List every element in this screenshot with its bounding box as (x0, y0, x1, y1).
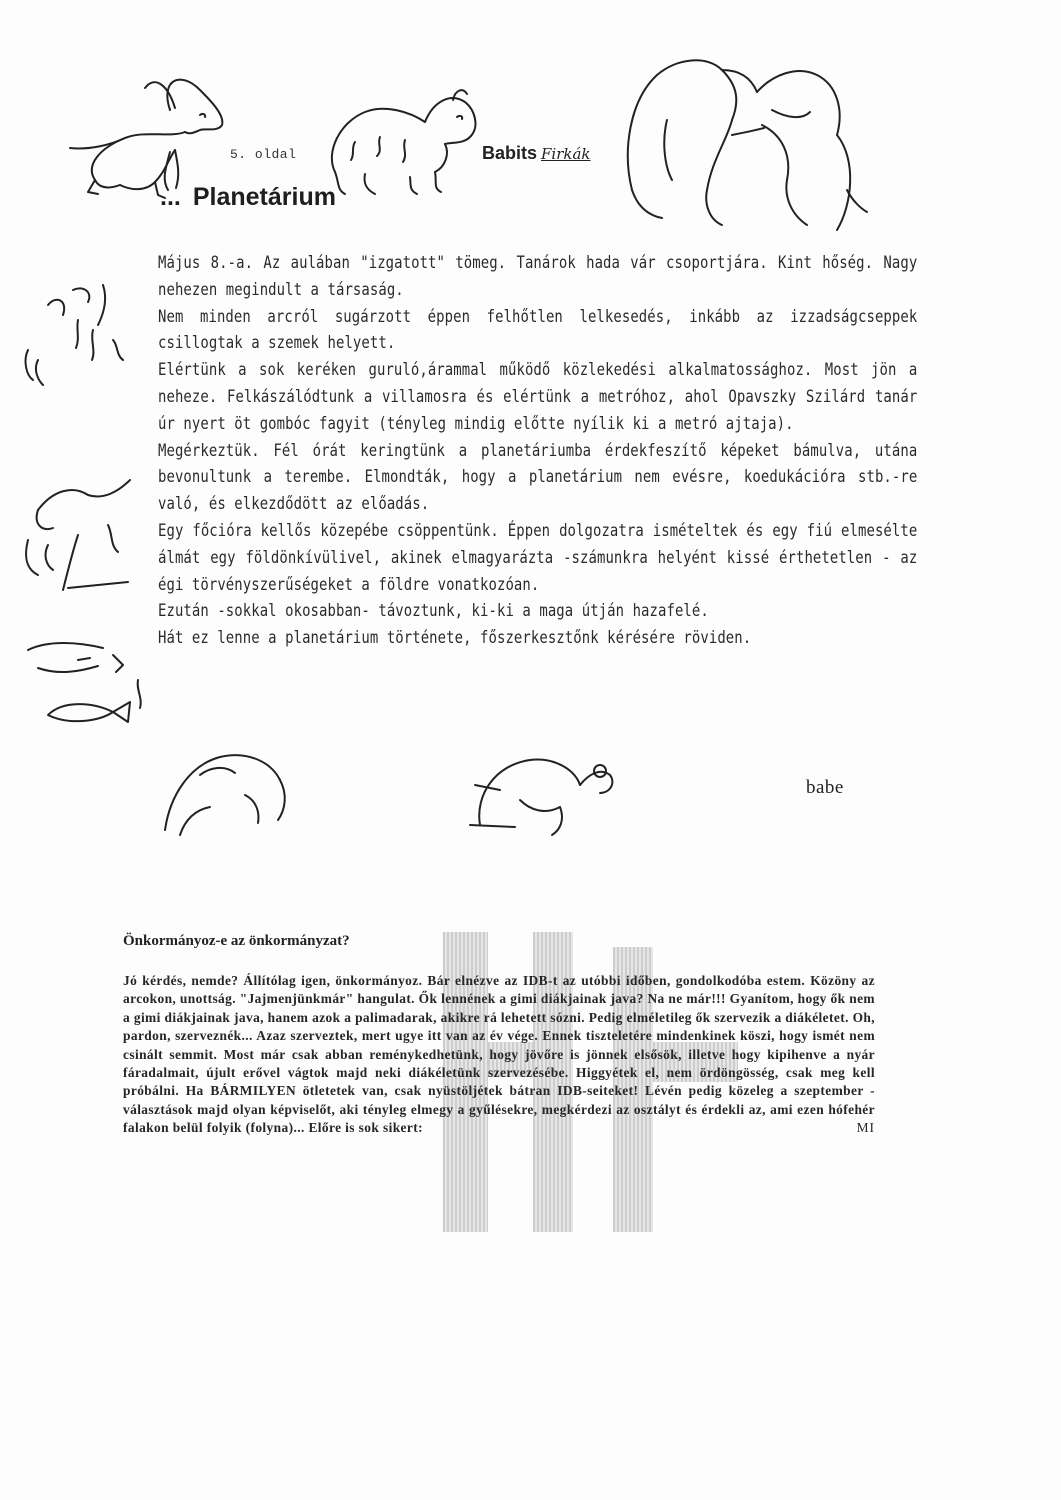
bottom-left-sketch (160, 745, 300, 840)
article-paragraph: Hát ez lenne a planetárium története, főszerkesztőnk kérésére röviden. (158, 628, 752, 649)
article-signature: babe (806, 777, 844, 798)
article-paragraph: Nem minden arcról sugárzott éppen felhőtlen lelkesedés, inkább az izzadságcseppek csillogtak a szemek helyett. (158, 306, 918, 354)
masthead (482, 143, 591, 164)
section-author: MI (856, 1120, 875, 1136)
page-number-label: 5. oldal (230, 147, 297, 162)
article-title (160, 183, 336, 212)
kissing-figures-sketch (612, 40, 872, 240)
masthead-script: Firkák (541, 145, 591, 163)
title-text: Planetárium (192, 183, 336, 211)
article-paragraph: Egy főcióra kellős közepébe csöppentünk. Éppen dolgozatra ismételtek és egy fiú elmesélte álmát egy földönkívülivel, akinek elmagyarázta -számunkra helyént kissé érthetetlen - az égi törvényszerűségeket a földre vonatkozóan. (158, 520, 918, 595)
article-paragraph: Elértünk a sok keréken guruló,árammal működő közlekedési alkalmatossághoz. Most jön a neheze. Felkászálódtunk a villamosra és elértünk a metróhoz, ahol Opavszky Szilárd tanár úr nyert öt gombóc fagyit (tényleg mindig előtte nyílik ki a metró ajtaja). (158, 360, 918, 434)
title-ellipsis: ... (160, 183, 181, 211)
article-body (158, 250, 917, 652)
bottom-center-sketch (460, 745, 620, 840)
article-paragraph: Ezután -sokkal okosabban- távoztunk, ki-ki a maga útján hazafelé. (158, 601, 709, 622)
masthead-name: Babits (482, 143, 538, 163)
section-body-text: Jó kérdés, nemde? Állítólag igen, önkormányoz. Bár elnézve az IDB-t az utóbbi időben, gondolkodóba estem. Közöny az arcokon, unottság. "Jajmenjünkmár" hangulat. Ők lennének a gimi diákjainak java? Na ne már!!! Gyanítom, hogy ők nem a gimi diákjainak java, hanem azok a palimadarak, akikre rá lehetett sózni. Pedig elméletileg ők szervezik a diákéletet. Oh, pardon, szerveznék... Azaz szerveztek, mert ugye itt van az év vége. Ennek tiszteletére mindenkinek köszi, hogy ismét nem csinált semmit. Most már csak abban reménykedhetünk, hogy jövőre is jönnek elsősök, illetve hogy kipihenve a nyár fáradalmait, újult erővel vágtok majd neki diákéletünk szervezésébe. Higgyétek el, nem ördöngösség, csak meg kell próbálni. Ha BÁRMILYEN ötletetek van, csak nyüstöljétek bátran IDB-seiteket! Lévén pedig közeleg a szeptember - választások majd olyan képviselőt, aki tényleg elmegy a gyűlésekre, megkérdezi az osztályt és érdekli az, ami ezen hófehér falakon belül folyik (folyna)... Előre is sok sikert: (123, 973, 875, 1136)
lamb-sketch (325, 82, 485, 200)
margin-doodles (18, 270, 153, 750)
rabbit-sketch (50, 70, 230, 200)
article-paragraph: Megérkeztük. Fél órát keringtünk a planetáriumba érdekfeszítő képeket bámulva, utána bevonultunk a terembe. Elmondták, hogy a planetárium nem evésre, koedukációra stb.-re való, és elkezdődött az előadás. (158, 440, 918, 515)
article-paragraph: Május 8.-a. Az aulában "izgatott" tömeg. Tanárok hada vár csoportjára. Kint hőség. Nagy nehezen megindult a társaság. (158, 253, 918, 300)
section-body (123, 972, 875, 1138)
section-title: Önkormányoz-e az önkormányzat? (123, 933, 350, 949)
